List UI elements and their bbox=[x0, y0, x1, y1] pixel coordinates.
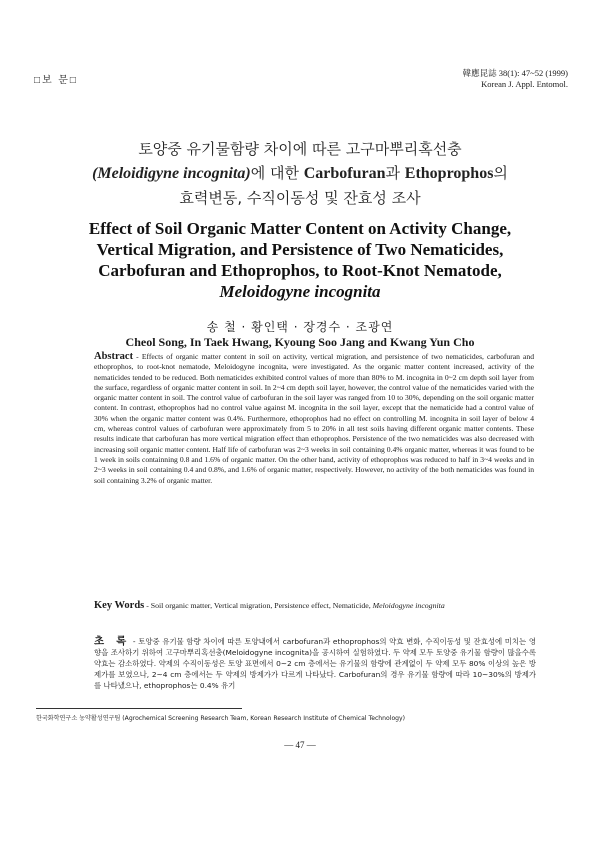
korean-title-line1: 토양중 유기물함량 차이에 따른 고구마뿌리혹선충 bbox=[138, 140, 462, 158]
korean-summary bbox=[94, 636, 536, 691]
korean-title-line3: 효력변동, 수직이동성 및 잔효성 조사 bbox=[179, 189, 421, 207]
authors-english: Cheol Song, In Taek Hwang, Kyoung Soo Jang and Kwang Yun Cho bbox=[125, 335, 475, 349]
english-title-line3: Carbofuran and Ethoprophos, to Root-Knot Nematode, bbox=[98, 261, 502, 280]
article-type-label: □보 문□ bbox=[34, 75, 78, 86]
keywords bbox=[94, 601, 534, 612]
korean-summary-label: 초 록 bbox=[94, 635, 131, 647]
title-carbofuran: Carbofuran bbox=[303, 165, 386, 182]
title-ethoprophos: Ethoprophos bbox=[404, 165, 494, 182]
english-title bbox=[30, 218, 570, 302]
abstract-text: - Effects of organic matter content in soil on activity, vertical migration, and persistence of two nematicides, carbofuran and ethoprophos, to root-knot nematode, Meloidogyne incognita, were investigated. As the organic matter content increased, activity of the nematicides tended to be reduced. Both nematicides exhibited control values of more than 80% to M. incognita in 0~2 cm depth soil layer from the surface, regardless of organic matter content in soil. In 2~4 cm depth soil layer, however, the control value of the nematicides varied with the organic matter content in soil. The control value of carbofuran in the soil layer was ranged from 10 to 30%, depending on the soil organic matter content. In contrast, ethoprophos had no control value against M. incognita in the soil layer, except that the nematicide had a control value of 30% when the organic matter content was 0.4%. Furthermore, ethoprophos had no effect on controlling M. incognita in soil layer of below 4 cm, whereas control values of carbofuran were approximately from 5 to 20% in all test soils having different organic matter contents. These results indicate that carbofuran has more vertical migration effect than ethoprophos. Persistence of the two nematicides was also decreased with increasing soil organic matter content. Half life of carbofuran was 2~3 weeks in soil containing 0.4% organic matter, whereas it was found to be 1 week in soils containning 0.8 and 1.6% of organic matter. On the other hand, activity of ethoprophos was reduced to half in 3~4 weeks and in 2~3 weeks in soil containing 0.4 and 0.8%, and 1.6% of organic matter, respectively. However, no activity of the both nematicides was found in soil containing 3.2% of organic matter. bbox=[94, 352, 534, 485]
abstract bbox=[94, 352, 534, 486]
journal-volume: 韓應昆誌 38(1): 47~52 (1999) bbox=[462, 68, 568, 78]
english-title-line4: Meloidogyne incognita bbox=[219, 282, 381, 301]
english-title-line2: Vertical Migration, and Persistence of Two Nematicides, bbox=[96, 240, 504, 259]
keywords-label: Key Words bbox=[94, 600, 145, 611]
authors-korean: 송 철 · 황인택 · 장경수 · 조광연 bbox=[206, 320, 394, 334]
keywords-species: Meloidogyne incognita bbox=[372, 601, 445, 610]
abstract-label: Abstract bbox=[94, 351, 134, 362]
title-connector: 에 대한 bbox=[250, 164, 304, 182]
footnote-divider bbox=[36, 708, 242, 709]
korean-title bbox=[30, 137, 570, 210]
title-connector-end: 의 bbox=[493, 164, 508, 182]
title-species: (Meloidigyne incognita) bbox=[92, 165, 251, 182]
page-number: — 47 — bbox=[284, 740, 316, 750]
journal-name: Korean J. Appl. Entomol. bbox=[481, 79, 568, 89]
korean-title-line2 bbox=[30, 161, 570, 186]
english-title-line1: Effect of Soil Organic Matter Content on Activity Change, bbox=[88, 219, 512, 238]
journal-citation bbox=[463, 68, 568, 90]
title-connector-gwa: 과 bbox=[385, 164, 405, 182]
affiliation-footnote: 한국화학연구소 농약활성연구팀 (Agrochemical Screening Research Team, Korean Research Institute of Chemical Technology) bbox=[36, 715, 406, 722]
keywords-text: - Soil organic matter, Vertical migration, Persistence effect, Nematicide, bbox=[144, 601, 373, 610]
korean-summary-text: - 토양중 유기물 함량 차이에 따른 토양내에서 carbofuran과 ethoprophos의 약효 변화, 수직이동성 및 잔효성에 미치는 영향을 조사하기 위하여 고구마뿌리혹선충(Meloidogyne incognita)을 공시하여 실험하였다. 두 약제 모두 토양중 유기물 함량이 많을수록 약효는 감소하였다. 약제의 수직이동성은 토양 표면에서 0~2 cm 층에서는 유기물의 함량에 관계없이 두 약제 모두 80% 이상의 높은 방제가를 보였으나, 2~4 cm 층에서는 두 약제의 방제가가 다르게 나타났다. Carbofuran의 경우 유기물 함량에 따라 10~30%의 방제가를 나타냈으나, ethoprophos는 0.4% 유기 bbox=[94, 637, 536, 690]
